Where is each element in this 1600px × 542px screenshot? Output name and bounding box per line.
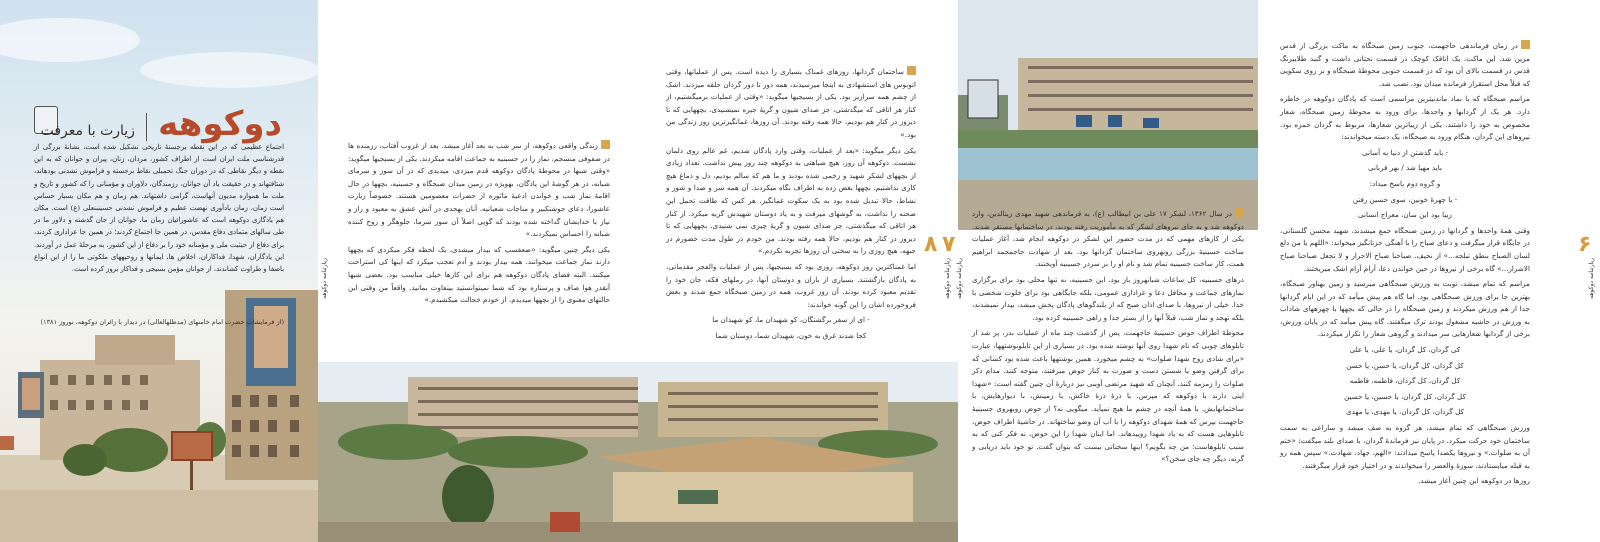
chant-line: کل گردان، کل گردان، یا حسین، یا حسین: [1344, 391, 1466, 401]
section-marker-icon: [601, 140, 610, 149]
paragraph: در زمان فرماندهی حاجهمت، جنوب زمین صبحگاه به ماکت بزرگی از قدس مزین شد. این ماکت، یک اتاقک کوچک در قسمت تحتانی داشت و گنبد طلاییرنگ قدس در قسمت بالای آن بود که در قسمت جنوبی محوطهٔ صبحگاه و بر روی سکویی که قبلاً محل استقرار فرمانده میدان بود، نصب شد.: [1280, 41, 1530, 88]
paragraph: ساختمان گردانها، روزهای غمناک بسیاری را دیده است. پس از عملیاتها، وقتی اتوبوس های استشهادی به اینجا میرسیدند، همه دور تا دور گردان حلقه میزدند. اشک از چشم همه سرازیر بود. یکی از بسیجیها میگوید: «وقتی از عملیات برمیگشتیم، از کنار هر اتاقی که میگذشتی، جز صدای شیون و گریهٔ جیره نمیشنیدی. بچههایی که تا دیروز در کنار هم بودیم، حالا همه رفته بودند. آن روزها، غمانگیزترین روز زندگی من بود.»: [666, 67, 916, 139]
side-label: زیارتنامه دوکوهه: [956, 258, 963, 299]
page-title: دوکوهه: [158, 104, 282, 144]
paragraph: درهای حسینیه، کل ساعات شبانهروز باز بود. این حسینیه، نه تنها محلی بود برای برگزاری نمازهای جماعت و محافل دعا و عزاداری عمومی، بلکه جایگاهی بود برای خلوت شخصی با خدا. خیلی از نیروها، با صدای اذان صبح که از بلندگوهای پادگان پخش میشد، بیدار نمیشدند، بلکه تهجد و نماز شب، قبلاً آنها را از بستر جدا و راهی حسینیه کرده بود.: [972, 274, 1244, 322]
paragraph: اما غمناکترین روز دوکوهه، روزی بود که بسیجیها، پس از عملیات والفجر مقدماتی، به پادگان بازگشتند. بسیاری از یاران و دوستان آنها، در رملهای فکه، جان خود را تقدیم معبود کرده بودند. آن روز غروب، همه در زمین صبحگاه جمع شدند و بغض فروخورده اشان را این گونه خواندند:: [666, 261, 916, 309]
paragraph: زندگی واقعی دوکوهه، از سر شب به بعد آغاز میشد. بعد از غروب آفتاب، رزمنده ها در صفوفی منسجم، نماز را در حسینیه به جماعت اقامه میکردند. یکی از بسیجیها میگوید: «وقتی شبها در محوطهٔ پادگان دوکوهه قدم میزدی، میدیدی که در آن سوز و سرمای شبانه، در هر گوشهٔ این پادگان، بهویژه در زمین میدان صبحگاه و حسینیه، بچهها در حال اقامهٔ نماز شب و خواندن ادعیهٔ ماثوره از حضرات معصومین هستند. خصوصاً زیارت عاشورا، دعای جوشنکبیر و مناجات شعبانیه. آنان بهحدی در آتش عشق به معبود و راز و نیاز با خدایشان گداخته شده بودند که گویی اصلاً آن سوز سرما، جلوهگر و روح کننده شبانه را احساس نمیکردند.»: [348, 141, 610, 239]
text-column-right: [666, 66, 916, 345]
intro-text: اجتماع عظیمی که در این نقطه برجستهٔ تاریخی تشکیل شده است، نشانهٔ بزرگی از قدرشناسی ملت ایران است از اطراف کشور، مردان، زنان، پیران و جوانان که به این نقطه و دیگر نقاطی که در دوران جنگ تحمیلی نقاط برجسته و فراموش نشدنی بودهاند، شتافتهاند و در حقیقت یاد آن جوانان، رزمندگان، دلاوران و مؤمنانی را که کشور و تاریخ و ملت ما همواره مدیون آنهاست، گرامی داشتهاند. هم زمان و هم مکان بسیار حساس است زمان، زمان یادآوری نهضت عظیم و فراموش نشدنی حسینبنعلی (ع) است. مکان هم یادگاری دوکوهه است که عاشورائیان زمان ما، جوانان از جان گذشته و دلاور ما در طی سالهای متمادی دفاع مقدس، در همین جا اجتماع کردند؛ در همین جا عزاداری کردند، برای دفاع از حیثیت ملی و مؤمنانه خود را بر دفاع از این کشور، به مرحلهٔ عمل در آوردند. این یادگاران، شهدا، فداکاران، اخلاص ها، ایمانها و روحیههای ملکوتی ما را از این انواع باصفا و طراوت کشاندند، از جوانان مؤمن بسیجی و فداکار بروز کرده است.: [34, 143, 284, 274]
intro-caption: (از فرمایشات حضرت امام خامنهای (مدظلهالعالی) در دیدار با زائران دوکوهه، نوروز ۱۳۸۱): [40, 318, 284, 326]
pool-photo: [958, 0, 1258, 230]
poem-line: - با چهرهٔ خونین، سوی حسین رفتن: [1352, 194, 1458, 204]
page-number: ۷: [942, 232, 956, 257]
chant-line: کل گردان، کل گردان، یا مهدی، یا مهدی: [1346, 407, 1464, 417]
side-label: زیارتنامه دوکوهه: [1588, 258, 1595, 299]
paragraph: مراسم صبحگاه که با نماد ماندنیترین مراسمی است که پادگان دوکوهه در خاطره دارد. هر یک از گردانها و واحدها، برای ورود به محوطهٔ زمین صبحگاه، شعار مخصوص به خود را داشتند. یکی از زیباترین شعارها، مربوط به گردان حمزه بود. نیروهای این گردان، هنگام ورود به صبحگاه، یک دسته میخواندند:: [1280, 94, 1530, 142]
paragraph: محوطهٔ اطراف حوض حسینیهٔ حاجهمت، پس از گذشت چند ماه از عملیات بدر، پر شد از تابلوهای چوبی که نام شهدا روی آنها نوشته شده بود. در بسیاری از این تابلونوشتهها، عبارت «برای شادی روح شهدا صلوات» به چشم میخورد. همین نوشتهها باعث شده بود کسانی که برای گرفتن وضو یا شستن دست و صورت به کنار حوض میرفتند، متوجه کنند. مدام ذکر صلوات را زمزمه کنند. آنچنان که شهید مرتضی آوینی نیز دربارهٔ آن چنین گفته است: «شهدا اینی دارند با دوکوهه که مپرس. با ذرهٔ ذرهٔ خاکش، با زمینش، با دیوارهایش، با ساختمانهایش. با همهٔ آنچه در چشم ما هیچ نمیآید. میگویی نه؟ از حوض روبهروی حسینیهٔ حاجهمت بپرس که همهٔ شهدای دوکوهه را با آب آن وضو ساختهاند. در حاشیهٔ اطراف حوض، تابلوهایی هست که به یاد شهدا روییدهاند. اما اینان شهدا را این حوض، نه فکر کنی که به سبب تابلوهاست؛ من چه بگویم؟ اینها سخنانی نیست که بتوان گفت. تو خود باید دریابی و گرنه، دیگر چه جای سخن؟»: [972, 328, 1244, 464]
text-column-left: [972, 208, 1244, 469]
title-divider: [146, 113, 147, 141]
section-marker-icon: [1521, 40, 1530, 49]
paragraph: یکی دیگر چنین میگوید: «ضعفسب که بیدار میشدی، یک لحظه فکر میکردی که بچهها دارند نماز جماعت میخوانند. همه بیدار بودند و آدم تعجب میکرد که اینها کی استراحت میکنند. البته فضای پادگان دوکوهه هم برای این کارها خیلی مناسب بود. بعضی شبها آنقدر هوا صاف و پرستاره بود که شما نمیتوانستید بیتفاوت بمانید. واقعاً من وقتی این حالتهای معنوی را از بچهها میدیدم، از خودم خجالت میکشیدم.»: [348, 244, 610, 305]
page-three: [942, 0, 1600, 542]
page-two: [318, 0, 958, 542]
text-column-right: [1280, 40, 1530, 491]
page-number: ۸: [924, 232, 938, 257]
paragraph: روزها در دوکوهه این چنین آغاز میشد.: [1418, 476, 1530, 486]
paragraph: ورزش صبحگاهی که تمام میشد، هر گروه به صف میشد و ساراعی به سمت ساختمان خود حرکت میکرد. در پایان نیز فرماندهٔ گردان، با صدای بلند میگفت: «ختم آن به صلوات.» و نیروها یکصدا پاسخ میدادند: «الهم، جهاد، شهادت.» سپس همه رو به قبله میایستادند، سورهٔ والعصر را میخواندند و در اختیار خود قرار میگرفتند.: [1280, 423, 1530, 470]
poem-line: و گروه دوم پاسخ میداد:: [1369, 178, 1441, 188]
poem-line: باید مهیا شد / بهر قربانی: [1368, 163, 1442, 173]
poem-line: - ای از سفر برگشتگان، کو شهیدان ما، کو شهیدان ما: [712, 315, 870, 325]
text-column-left: [348, 140, 610, 310]
chant-line: کی گردان، کل گردان، یا علی، یا علی: [1349, 345, 1461, 355]
page-subtitle: زیارت با معرفت: [40, 123, 135, 139]
poem-line: زیبا بود این سان، معراج انسانی: [1358, 210, 1452, 220]
paragraph: در سال ۱۳۶۲، لشکر ۱۷ علی بن ابیطالب (ع)، به فرماندهی شهید مهدی زینالدین، وارد دوکوهه شد و به جای نیروهای لشکر که به مأموریت رفته بودند، در ساختمانها مستقر شدند. یکی از کارهای مهمی که در مدت حضور این لشکر در دوکوهه انجام شد، آغاز عملیات ساخت حسینیهٔ بزرگی روبهروی ساختمان گردانها بود. بعد از شهادت حاجمحمد ابراهیم همت، کار ساخت حسینیه تمام شد و نام او را بر سردر حسینیه آویختند.: [972, 209, 1244, 269]
section-marker-icon: [1235, 208, 1244, 217]
chant-line: کل گردان، کل گردان، یا حسن، یا حسن: [1346, 360, 1464, 370]
paragraph: مراسم که تمام میشد، نوبت به ورزش صبحگاهی میرسید و زمین بهناور صبحگاه، بهترین جا برای ورزش صبحگاهی بود. اما گاه هم پیش میآمد که در این ایام گردانها جدا از هم ورزش میکردند و زمین صبحگاه را در حالی که بچهها با چهرههای شاداب به ورزش در حاشیه مشغول بودند ترک میگفتند. گاه پیش میآمد که در پایان ورزش، برخی از گردانها شعارهایی سر میدادند و گروهی شعار را تکرار میکردند.: [1280, 279, 1530, 339]
paragraph: وقتی همهٔ واحدها و گردانها در زمین صبحگاه جمع میشدند، شهید محسن گلستانی، در جایگاه قرار میگرفت و دعای صباح را با آهنگی حزنانگیز میخواند: «اللهم یا من دلع لسان الصباح بنطق تبلجه...» از نحیف. صباحنا صباح الاحرار و لا تجعل صباحنا صباح الاشرار...» گاه برخی از نیروها در حین خواندن دعا، آرام آرام اشک میریختند.: [1280, 225, 1530, 273]
poem-line: - باید گذشتن از دنیا به آسانی: [1361, 147, 1449, 157]
paragraph: یکی دیگر میگوید: «بعد از عملیات، وقتی وارد پادگان شدیم، غم عالم روی دلمان نشست. دوکوهه آن روز، هیچ شباهتی به دوکوهه چند روز پیش نداشت. تعداد زیادی از بچههای لشکر شهید و زخمی شده بودند و ما هم که سالم بودیم، دل و دماغ هیچ کاری نداشتیم. بچهها بغض زده به اطراف نگاه میکردند. آن همه سر و صدا و شور و نشاط، حالا تبدیل شده بود به یک سکوت غمانگیز. هر کس که طاقت تحمل این صحنه را نداشت، به گوشهای میرفت و به یاد دوستان شهیدش گریه میکرد. از کنار هر اتاقی که میگذشتی، جز صدای شیون و گریهٔ چیزی نمی شنیدی. بچههایی که تا دیروز در کنار هم بودیم، حالا همه رفته بودند. من خودم در طول مدت حضورم در جبهه، هیچ روزی را به سختی آن روزها تجربه نکردم.»: [666, 145, 916, 256]
chant-line: کل گردان، کل گردان، فاطمه، فاطمه: [1349, 376, 1461, 386]
page-intro: [0, 0, 318, 542]
page-number: ۶: [1578, 232, 1592, 257]
section-marker-icon: [907, 66, 916, 75]
barracks-photo: [318, 362, 958, 542]
side-label: زیارتنامه دوکوهه: [321, 258, 328, 299]
poem-line: کجا شدند غرق به خون، شهیدان شما، دوستان شما: [715, 330, 867, 340]
side-label: زیارتنامه دوکوهه: [944, 258, 951, 299]
title-block: [41, 104, 282, 144]
